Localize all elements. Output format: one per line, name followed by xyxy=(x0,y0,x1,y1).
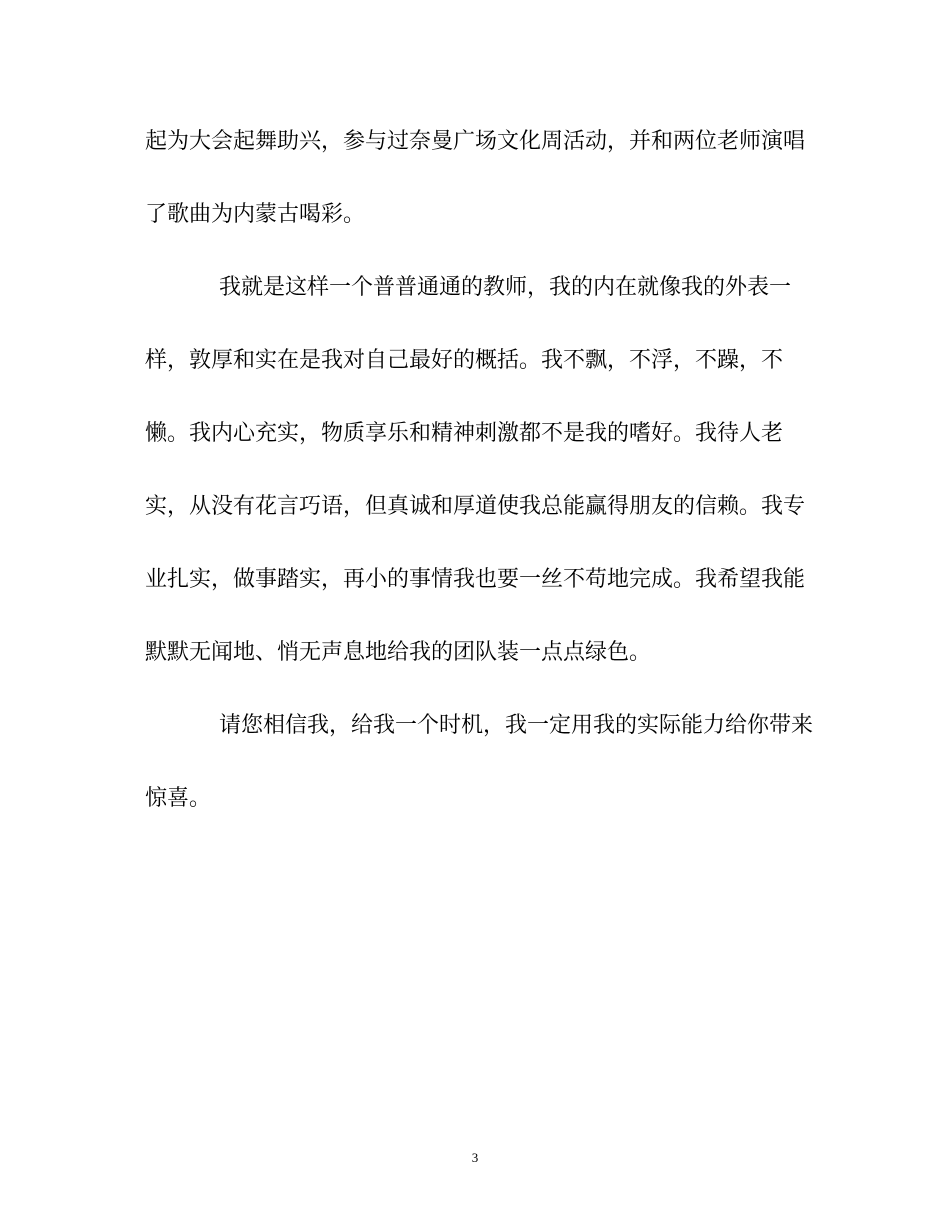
text-line: 默默无闻地、悄无声息地给我的团队装一点点绿色。 xyxy=(145,640,652,665)
text-line: 起为大会起舞助兴，参与过奈曼广场文化周活动，并和两位老师演唱 xyxy=(145,129,806,154)
text-line: 惊喜。 xyxy=(145,786,212,811)
text-line: 了歌曲为内蒙古喝彩。 xyxy=(145,202,366,227)
text-line: 懒。我内心充实，物质享乐和精神刺激都不是我的嗜好。我待人老 xyxy=(145,421,784,446)
text-line: 业扎实，做事踏实，再小的事情我也要一丝不苟地完成。我希望我能 xyxy=(145,567,806,592)
paragraph-start-line: 我就是这样一个普普通通的教师，我的内在就像我的外表一 xyxy=(219,275,792,300)
text-line: 实，从没有花言巧语，但真诚和厚道使我总能赢得朋友的信赖。我专 xyxy=(145,494,806,519)
text-line: 样，敦厚和实在是我对自己最好的概括。我不飘，不浮，不躁，不 xyxy=(145,348,784,373)
body-text xyxy=(145,118,825,848)
paragraph-start-line: 请您相信我，给我一个时机，我一定用我的实际能力给你带来 xyxy=(219,713,814,738)
page-number: 3 xyxy=(471,1150,479,1165)
